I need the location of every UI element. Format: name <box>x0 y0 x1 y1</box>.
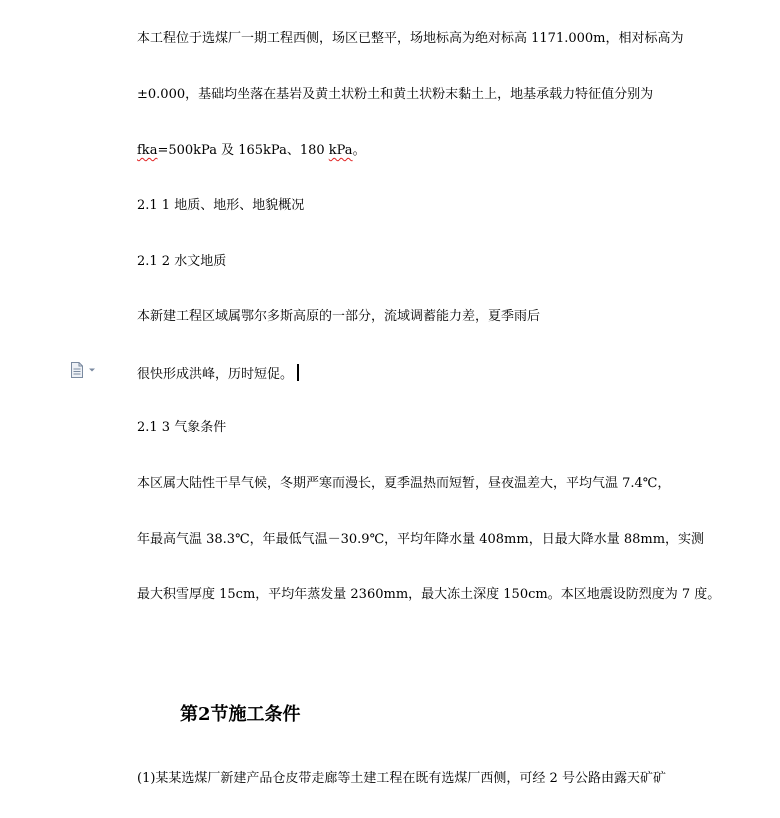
paragraph-line-11: 最大积雪厚度 15cm，平均年蒸发量 2360mm，最大冻土深度 150cm。本区地震设防烈度为 7 度。 <box>137 587 721 602</box>
sentence-end: 。 <box>352 143 366 158</box>
text-cursor <box>297 364 299 381</box>
section-heading-2-1-2: 2.1 2 水文地质 <box>137 254 227 269</box>
paragraph-line-2: ±0.000，基础均坐落在基岩及黄土状粉土和黄土状粉末黏土上，地基承载力特征值分别为 <box>137 87 654 102</box>
paragraph-line-3 <box>137 142 366 160</box>
paragraph-line-10: 年最高气温 38.3℃，年最低气温－30.9℃，平均年降水量 408mm，日最大降水量 88mm，实测 <box>137 532 705 547</box>
chevron-down-icon <box>88 367 96 373</box>
spellcheck-word-kpa[interactable]: kPa <box>328 143 353 158</box>
paragraph-line-1: 本工程位于选煤厂一期工程西侧，场区已整平，场地标高为绝对标高 1171.000m，相对标高为 <box>137 31 684 46</box>
section-heading-2-1-1: 2.1 1 地质、地形、地貌概况 <box>137 198 305 213</box>
spellcheck-word-fka[interactable]: fka <box>137 143 158 158</box>
paste-options-button[interactable] <box>70 362 96 378</box>
paragraph-line-9: 本区属大陆性干旱气候，冬期严寒而漫长，夏季温热而短暂，昼夜温差大，平均气温 7.4℃， <box>137 476 671 491</box>
paragraph-line-7 <box>137 364 299 384</box>
document-paste-options-icon <box>70 362 84 378</box>
paragraph-line-6: 本新建工程区域属鄂尔多斯高原的一部分，流域调蓄能力差，夏季雨后 <box>137 309 541 324</box>
paragraph-line-7-text: 很快形成洪峰，历时短促。 <box>137 367 294 382</box>
section-heading-2-1-3: 2.1 3 气象条件 <box>137 420 227 435</box>
section-title-construction-conditions: 第2节施工条件 <box>180 704 301 725</box>
paragraph-line-12: (1)某某选煤厂新建产品仓皮带走廊等土建工程在既有选煤厂西侧，可经 2 号公路由露天矿矿 <box>137 771 666 786</box>
bearing-values-text: =500kPa 及 165kPa、180 <box>157 143 329 158</box>
